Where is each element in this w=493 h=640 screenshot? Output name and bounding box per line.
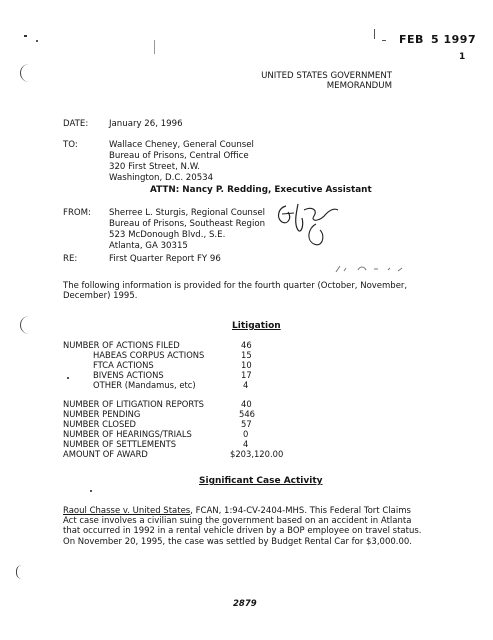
- from-label: FROM:: [63, 208, 91, 218]
- litigation-row-value: 40: [241, 399, 252, 409]
- litigation-row-label: OTHER (Mandamus, etc): [93, 380, 196, 390]
- scan-mark: [90, 490, 92, 492]
- stamp-number: 1: [459, 52, 466, 62]
- from-line: 523 McDonough Blvd., S.E.: [109, 230, 226, 240]
- header-memorandum: MEMORANDUM: [326, 81, 392, 91]
- litigation-row-value: 46: [241, 340, 252, 350]
- litigation-heading: Litigation: [232, 321, 281, 331]
- litigation-row-value: 546: [239, 409, 255, 419]
- from-line: Sherree L. Sturgis, Regional Counsel: [109, 208, 266, 218]
- litigation-row-label: FTCA ACTIONS: [93, 360, 154, 370]
- scan-mark: [154, 40, 155, 54]
- date-label: DATE:: [63, 119, 89, 129]
- case-paragraph: [63, 506, 425, 547]
- litigation-row-label: NUMBER OF ACTIONS FILED: [63, 340, 180, 350]
- scan-mark: [36, 40, 38, 42]
- litigation-row-value: 10: [241, 360, 252, 370]
- litigation-row-label: NUMBER CLOSED: [63, 419, 137, 429]
- attn-line: ATTN: Nancy P. Redding, Executive Assistant: [150, 185, 372, 195]
- litigation-row-label: NUMBER PENDING: [63, 409, 141, 419]
- scan-mark: [24, 35, 27, 37]
- litigation-row-label: NUMBER OF HEARINGS/TRIALS: [63, 429, 192, 439]
- to-line: Bureau of Prisons, Central Office: [109, 151, 249, 161]
- re-label: RE:: [63, 254, 78, 264]
- litigation-row-label: HABEAS CORPUS ACTIONS: [93, 350, 205, 360]
- litigation-row-value: 15: [241, 350, 252, 360]
- litigation-row-value: $203,120.00: [230, 449, 284, 459]
- litigation-row-value: 0: [243, 429, 249, 439]
- date-value: January 26, 1996: [109, 119, 183, 129]
- from-line: Bureau of Prisons, Southeast Region: [109, 219, 266, 229]
- scan-mark: [382, 40, 386, 41]
- from-line: Atlanta, GA 30315: [109, 241, 188, 251]
- binding-hole-mark: [20, 316, 30, 334]
- intro-paragraph: The following information is provided for the fourth quarter (October, November, December) 1995.: [63, 281, 408, 302]
- case-name: Raoul Chasse v. United States: [63, 506, 191, 516]
- to-line: Wallace Cheney, General Counsel: [109, 140, 254, 150]
- litigation-row-value: 17: [241, 370, 252, 380]
- litigation-row-value: 57: [241, 419, 252, 429]
- handwritten-signature: [268, 196, 348, 252]
- page-number: 2879: [233, 599, 257, 609]
- to-line: 320 First Street, N.W.: [109, 162, 200, 172]
- significant-heading: Significant Case Activity: [199, 476, 323, 486]
- faint-handwriting: [332, 262, 412, 276]
- litigation-row-value: 4: [243, 380, 249, 390]
- received-stamp-date: 5 1997: [431, 33, 477, 46]
- to-line: Washington, D.C. 20534: [109, 173, 214, 183]
- binding-hole-mark: [20, 64, 30, 82]
- scan-mark: [374, 29, 375, 39]
- litigation-row-label: AMOUNT OF AWARD: [63, 449, 148, 459]
- litigation-row-label: BIVENS ACTIONS: [93, 370, 164, 380]
- litigation-row-label: NUMBER OF SETTLEMENTS: [63, 439, 177, 449]
- re-value: First Quarter Report FY 96: [109, 254, 221, 264]
- received-stamp-month: FEB: [399, 33, 424, 46]
- case-body: , FCAN, 1:94-CV-2404-MHS. This Federal Tort Claims Act case involves a civilian suing the government based on an accident in Atlanta that occurred in 1992 in a rental vehicle driven by a BOP employee on travel status. On November 20, 1995, the case was settled by Budget Rental Car for $3,000.00.: [63, 506, 422, 547]
- scan-mark: [67, 377, 69, 379]
- litigation-row-label: NUMBER OF LITIGATION REPORTS: [63, 399, 204, 409]
- binding-hole-mark: [16, 565, 23, 579]
- litigation-row-value: 4: [243, 439, 249, 449]
- header-agency: UNITED STATES GOVERNMENT: [261, 71, 392, 81]
- to-label: TO:: [63, 140, 78, 150]
